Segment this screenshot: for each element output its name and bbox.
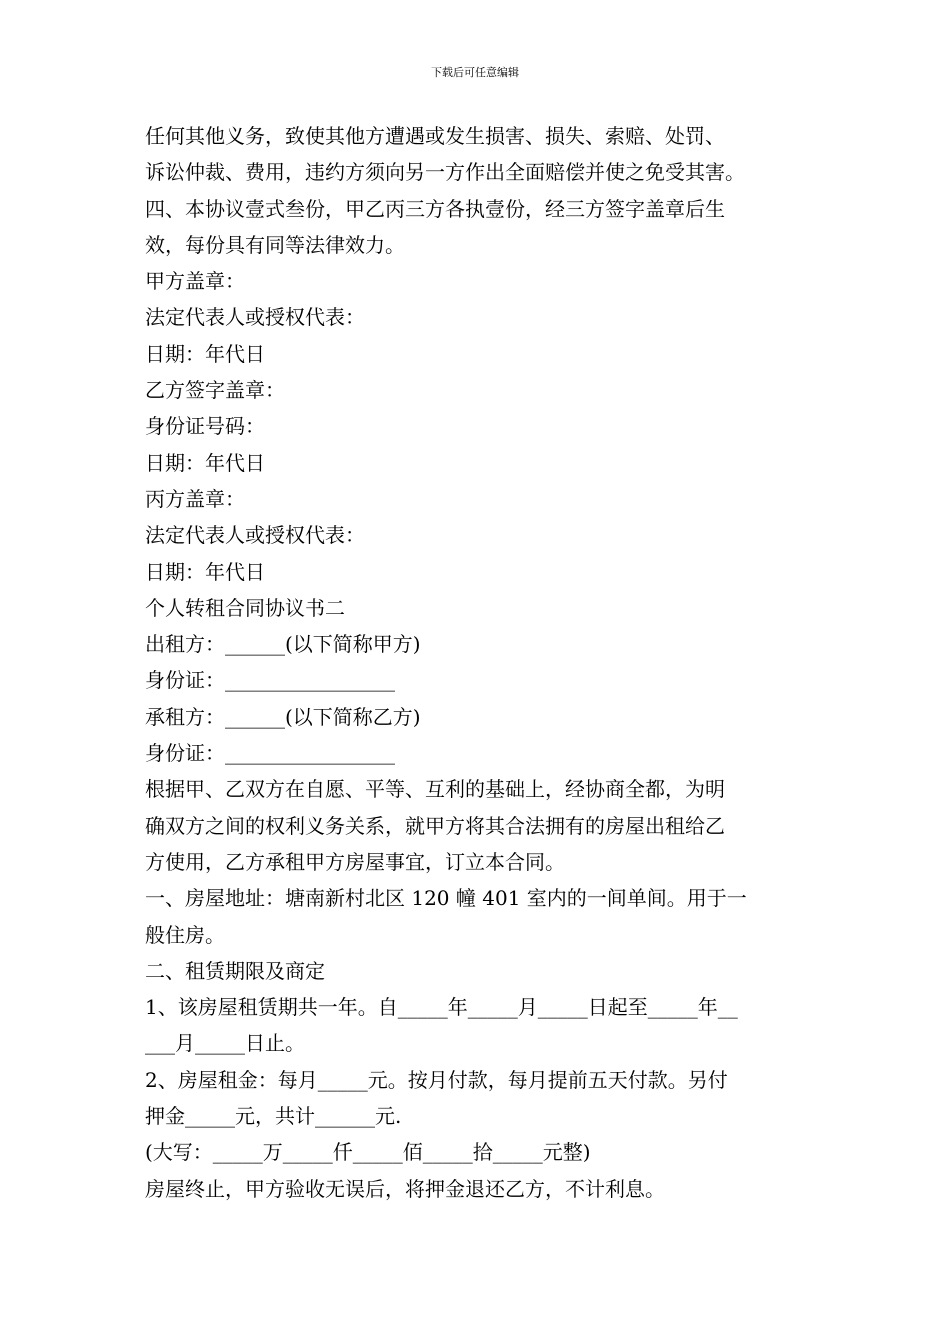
date-label: 日期：年代日	[145, 559, 265, 584]
clause-rent: 2、房屋租金：每月_____元。按月付款，每月提前五天付款。另付	[145, 1067, 728, 1092]
signature-label-party-b: 乙方签字盖章：	[145, 378, 285, 403]
page-header: 下载后可任意编辑	[431, 66, 519, 79]
paragraph-line: 四、本协议壹式叁份，甲乙丙三方各执壹份，经三方签字盖章后生	[145, 196, 725, 221]
paragraph-line: 任何其他义务，致使其他方遭遇或发生损害、损失、索赔、处罚、	[145, 124, 725, 148]
paragraph-line: 房屋终止，甲方验收无误后，将押金退还乙方，不计利息。	[145, 1176, 665, 1201]
section-title: 个人转租合同协议书二	[145, 595, 345, 620]
id-card-field: 身份证：_________________	[145, 668, 395, 693]
document-body	[145, 118, 810, 1207]
lessee-field: 承租方：______(以下简称乙方)	[145, 704, 421, 729]
signature-label-party-a: 甲方盖章：	[145, 269, 245, 294]
paragraph-line: 诉讼仲裁、费用，违约方须向另一方作出全面赔偿并使之免受其害。	[145, 160, 745, 185]
paragraph-line: ___月_____日止。	[145, 1031, 305, 1056]
paragraph-line: 确双方之间的权利义务关系，就甲方将其合法拥有的房屋出租给乙	[145, 813, 725, 838]
id-number-label: 身份证号码：	[145, 414, 265, 439]
representative-label: 法定代表人或授权代表：	[145, 523, 365, 548]
signature-label-party-c: 丙方盖章：	[145, 486, 245, 511]
id-card-field: 身份证：_________________	[145, 741, 395, 766]
representative-label: 法定代表人或授权代表：	[145, 305, 365, 330]
clause-term-heading: 二、租赁期限及商定	[145, 958, 325, 983]
paragraph-line: 押金_____元，共计______元.	[145, 1104, 402, 1129]
date-label: 日期：年代日	[145, 341, 265, 366]
clause-term: 1、该房屋租赁期共一年。自_____年_____月_____日起至_____年__	[145, 995, 738, 1020]
date-label: 日期：年代日	[145, 450, 265, 475]
lessor-field: 出租方：______(以下简称甲方)	[145, 632, 421, 657]
paragraph-line: 根据甲、乙双方在自愿、平等、互利的基础上，经协商全都，为明	[145, 777, 725, 802]
paragraph-line: 方使用，乙方承租甲方房屋事宜，订立本合同。	[145, 849, 565, 874]
clause-address: 一、房屋地址：塘南新村北区 120 幢 401 室内的一间单间。用于一	[145, 886, 747, 911]
amount-in-words: (大写：_____万_____仟_____佰_____拾_____元整)	[145, 1140, 591, 1165]
paragraph-line: 般住房。	[145, 922, 225, 947]
paragraph-line: 效，每份具有同等法律效力。	[145, 232, 405, 257]
